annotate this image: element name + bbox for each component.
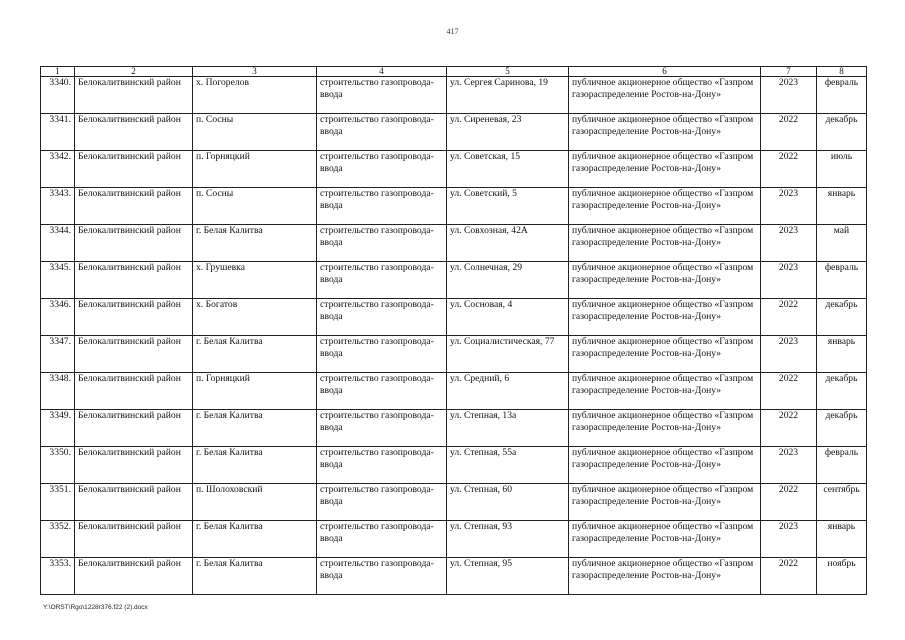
locality-cell: г. Белая Калитва [193,521,317,558]
work-type-cell: строительство газопровода-ввода [317,373,447,410]
address-cell: ул. Советский, 5 [447,188,569,225]
work-type-cell: строительство газопровода-ввода [317,447,447,484]
column-header: 6 [569,67,761,77]
district-cell: Белокалитвинский район [75,114,193,151]
locality-cell: п. Шолоховский [193,484,317,521]
work-type-cell: строительство газопровода-ввода [317,484,447,521]
year-cell: 2023 [761,225,817,262]
row-number-cell: 3340. [41,77,75,114]
locality-cell: п. Сосны [193,188,317,225]
address-cell: ул. Советская, 15 [447,151,569,188]
address-cell: ул. Степная, 60 [447,484,569,521]
work-type-cell: строительство газопровода-ввода [317,77,447,114]
address-cell: ул. Сиреневая, 23 [447,114,569,151]
district-cell: Белокалитвинский район [75,447,193,484]
organization-cell: публичное акционерное общество «Газпром газораспределение Ростов-на-Дону» [569,447,761,484]
column-header: 2 [75,67,193,77]
locality-cell: г. Белая Калитва [193,410,317,447]
district-cell: Белокалитвинский район [75,77,193,114]
work-type-cell: строительство газопровода-ввода [317,521,447,558]
table-row [41,188,867,225]
row-number-cell: 3349. [41,410,75,447]
locality-cell: г. Белая Калитва [193,336,317,373]
month-cell: февраль [817,262,867,299]
year-cell: 2022 [761,114,817,151]
month-cell: ноябрь [817,558,867,595]
row-number-cell: 3351. [41,484,75,521]
month-cell: февраль [817,77,867,114]
table-row [41,114,867,151]
organization-cell: публичное акционерное общество «Газпром газораспределение Ростов-на-Дону» [569,262,761,299]
column-header: 4 [317,67,447,77]
year-cell: 2022 [761,558,817,595]
row-number-cell: 3352. [41,521,75,558]
row-number-cell: 3343. [41,188,75,225]
table-row [41,447,867,484]
document-file-path: Y:\ORST\Rgo\1228r376.f22 (2).docx [43,604,148,611]
locality-cell: х. Грушевка [193,262,317,299]
year-cell: 2022 [761,373,817,410]
address-cell: ул. Солнечная, 29 [447,262,569,299]
district-cell: Белокалитвинский район [75,188,193,225]
organization-cell: публичное акционерное общество «Газпром газораспределение Ростов-на-Дону» [569,484,761,521]
locality-cell: х. Погорелов [193,77,317,114]
month-cell: май [817,225,867,262]
table-row [41,77,867,114]
month-cell: декабрь [817,114,867,151]
year-cell: 2023 [761,77,817,114]
month-cell: январь [817,188,867,225]
year-cell: 2022 [761,299,817,336]
address-cell: ул. Средний, 6 [447,373,569,410]
organization-cell: публичное акционерное общество «Газпром газораспределение Ростов-на-Дону» [569,151,761,188]
address-cell: ул. Степная, 55а [447,447,569,484]
year-cell: 2023 [761,262,817,299]
table-row [41,225,867,262]
organization-cell: публичное акционерное общество «Газпром газораспределение Ростов-на-Дону» [569,373,761,410]
organization-cell: публичное акционерное общество «Газпром газораспределение Ростов-на-Дону» [569,410,761,447]
column-header: 1 [41,67,75,77]
row-number-cell: 3346. [41,299,75,336]
organization-cell: публичное акционерное общество «Газпром газораспределение Ростов-на-Дону» [569,114,761,151]
district-cell: Белокалитвинский район [75,225,193,262]
month-cell: январь [817,336,867,373]
row-number-cell: 3342. [41,151,75,188]
table-row [41,521,867,558]
register-body [41,77,867,595]
locality-cell: п. Горняцкий [193,373,317,410]
address-cell: ул. Сосновая, 4 [447,299,569,336]
organization-cell: публичное акционерное общество «Газпром газораспределение Ростов-на-Дону» [569,225,761,262]
year-cell: 2023 [761,521,817,558]
work-type-cell: строительство газопровода-ввода [317,225,447,262]
table-row [41,373,867,410]
locality-cell: п. Сосны [193,114,317,151]
column-header: 5 [447,67,569,77]
organization-cell: публичное акционерное общество «Газпром газораспределение Ростов-на-Дону» [569,77,761,114]
table-row [41,558,867,595]
district-cell: Белокалитвинский район [75,373,193,410]
column-header: 7 [761,67,817,77]
year-cell: 2022 [761,484,817,521]
year-cell: 2022 [761,151,817,188]
work-type-cell: строительство газопровода-ввода [317,188,447,225]
address-cell: ул. Социалистическая, 77 [447,336,569,373]
work-type-cell: строительство газопровода-ввода [317,114,447,151]
district-cell: Белокалитвинский район [75,521,193,558]
row-number-cell: 3347. [41,336,75,373]
column-header: 8 [817,67,867,77]
table-row [41,299,867,336]
month-cell: февраль [817,447,867,484]
locality-cell: х. Богатов [193,299,317,336]
district-cell: Белокалитвинский район [75,336,193,373]
table-row [41,336,867,373]
gas-pipeline-register-table [40,66,867,595]
organization-cell: публичное акционерное общество «Газпром газораспределение Ростов-на-Дону» [569,299,761,336]
locality-cell: п. Горняцкий [193,151,317,188]
month-cell: декабрь [817,299,867,336]
row-number-cell: 3345. [41,262,75,299]
organization-cell: публичное акционерное общество «Газпром газораспределение Ростов-на-Дону» [569,558,761,595]
page-number: 417 [446,27,459,36]
organization-cell: публичное акционерное общество «Газпром газораспределение Ростов-на-Дону» [569,336,761,373]
table-row [41,262,867,299]
year-cell: 2022 [761,410,817,447]
column-number-row [41,67,867,77]
district-cell: Белокалитвинский район [75,558,193,595]
table-row [41,484,867,521]
month-cell: декабрь [817,410,867,447]
year-cell: 2023 [761,188,817,225]
organization-cell: публичное акционерное общество «Газпром газораспределение Ростов-на-Дону» [569,521,761,558]
address-cell: ул. Степная, 93 [447,521,569,558]
work-type-cell: строительство газопровода-ввода [317,151,447,188]
address-cell: ул. Степная, 13а [447,410,569,447]
work-type-cell: строительство газопровода-ввода [317,336,447,373]
address-cell: ул. Степная, 95 [447,558,569,595]
work-type-cell: строительство газопровода-ввода [317,410,447,447]
month-cell: сентябрь [817,484,867,521]
organization-cell: публичное акционерное общество «Газпром газораспределение Ростов-на-Дону» [569,188,761,225]
address-cell: ул. Совхозная, 42А [447,225,569,262]
locality-cell: г. Белая Калитва [193,558,317,595]
locality-cell: г. Белая Калитва [193,447,317,484]
district-cell: Белокалитвинский район [75,299,193,336]
locality-cell: г. Белая Калитва [193,225,317,262]
month-cell: декабрь [817,373,867,410]
district-cell: Белокалитвинский район [75,410,193,447]
address-cell: ул. Сергея Саринова, 19 [447,77,569,114]
district-cell: Белокалитвинский район [75,262,193,299]
month-cell: июль [817,151,867,188]
district-cell: Белокалитвинский район [75,484,193,521]
table-row [41,410,867,447]
row-number-cell: 3350. [41,447,75,484]
year-cell: 2023 [761,336,817,373]
row-number-cell: 3353. [41,558,75,595]
row-number-cell: 3348. [41,373,75,410]
table-row [41,151,867,188]
column-header: 3 [193,67,317,77]
work-type-cell: строительство газопровода-ввода [317,558,447,595]
work-type-cell: строительство газопровода-ввода [317,299,447,336]
month-cell: январь [817,521,867,558]
row-number-cell: 3344. [41,225,75,262]
district-cell: Белокалитвинский район [75,151,193,188]
year-cell: 2023 [761,447,817,484]
work-type-cell: строительство газопровода-ввода [317,262,447,299]
row-number-cell: 3341. [41,114,75,151]
